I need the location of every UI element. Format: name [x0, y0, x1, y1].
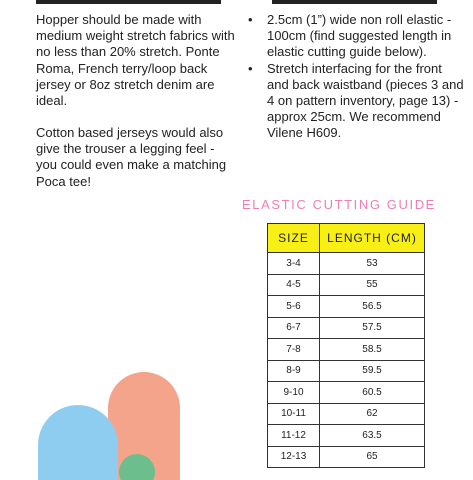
- list-item-text: 2.5cm (1”) wide non roll elastic - 100cm (find suggested length in elastic cutting guide below).: [267, 12, 452, 60]
- length-cell: 60.5: [320, 382, 425, 404]
- size-cell: 3-4: [268, 253, 320, 275]
- elastic-guide-title: ELASTIC CUTTING GUIDE: [242, 197, 436, 212]
- table-row: [268, 382, 425, 404]
- size-cell: 8-9: [268, 360, 320, 382]
- table-row: [268, 425, 425, 447]
- list-item: [244, 12, 466, 61]
- size-cell: 7-8: [268, 339, 320, 361]
- size-cell: 5-6: [268, 296, 320, 318]
- table-row: [268, 360, 425, 382]
- length-cell: 53: [320, 253, 425, 275]
- table-row: [268, 317, 425, 339]
- size-cell: 12-13: [268, 446, 320, 468]
- table-row: [268, 296, 425, 318]
- table-row: [268, 339, 425, 361]
- table-row: [268, 253, 425, 275]
- column-header-size: SIZE: [268, 224, 320, 253]
- column-header-length: LENGTH (CM): [320, 224, 425, 253]
- section-heading-rule-left: [36, 0, 221, 4]
- size-cell: 6-7: [268, 317, 320, 339]
- list-item-text: Stretch interfacing for the front and back waistband (pieces 3 and 4 on pattern inventory, page 13) - approx 25cm. We recommend Vilene H609.: [267, 60, 464, 141]
- decorative-blobs: [0, 360, 200, 480]
- section-heading-rule-right: [272, 0, 437, 4]
- list-item: [244, 61, 466, 142]
- length-cell: 63.5: [320, 425, 425, 447]
- blue-blob: [38, 405, 118, 480]
- size-cell: 11-12: [268, 425, 320, 447]
- fabric-paragraph: Hopper should be made with medium weight stretch fabrics with no less than 20% stretch. Ponte Roma, French terry/loop back jersey or 8oz stretch denim are ideal.: [36, 12, 235, 109]
- size-cell: 9-10: [268, 382, 320, 404]
- length-cell: 62: [320, 403, 425, 425]
- size-cell: 10-11: [268, 403, 320, 425]
- length-cell: 57.5: [320, 317, 425, 339]
- notions-list: [244, 12, 466, 142]
- length-cell: 56.5: [320, 296, 425, 318]
- jersey-paragraph: Cotton based jerseys would also give the trouser a legging feel - you could even make a matching Poca tee!: [36, 125, 227, 189]
- table-header-row: [268, 224, 425, 253]
- length-cell: 55: [320, 274, 425, 296]
- table-row: [268, 274, 425, 296]
- bullet-icon: •: [248, 12, 253, 27]
- length-cell: 65: [320, 446, 425, 468]
- elastic-cutting-table: [267, 223, 425, 468]
- length-cell: 58.5: [320, 339, 425, 361]
- table-row: [268, 446, 425, 468]
- table-row: [268, 403, 425, 425]
- size-cell: 4-5: [268, 274, 320, 296]
- bullet-icon: •: [248, 60, 253, 76]
- length-cell: 59.5: [320, 360, 425, 382]
